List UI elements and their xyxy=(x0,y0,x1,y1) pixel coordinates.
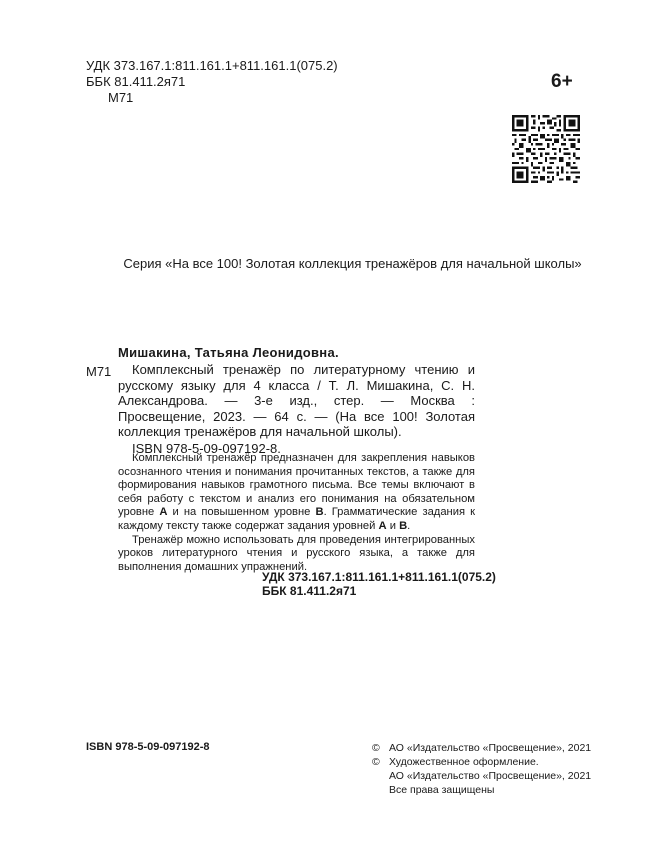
author-mark: М71 xyxy=(108,90,134,105)
copyright-text: АО «Издательство «Просвещение», 2021 xyxy=(389,770,592,782)
isbn-footer: ISBN 978-5-09-097192-8 xyxy=(86,741,210,753)
copyright-text: АО «Издательство «Просвещение», 2021 xyxy=(389,742,592,754)
level-a-label: А xyxy=(159,506,168,519)
bbk-code: ББК 81.411.2я71 xyxy=(86,74,186,89)
annotation-text: Комплексный тренажёр предназначен для закрепления навыков осознанного чтения и понимания прочитанных текстов, а также для формирования навыков грамотного письма. Все темы включают в себя работу с текстом и анализ его понимания на обязательном уровне xyxy=(118,452,475,519)
bibliographic-record: Комплексный тренажёр по литературному чтению и русскому языку для 4 класса / Т. Л. Мишакина, С. Н. Александрова. — 3-е изд., стер. — Москва : Просвещение, 2023. — 64 с. — (На все 100! Золотая коллекция тренажёров для начальной школы). xyxy=(118,362,475,439)
series-title: Серия «На все 100! Золотая коллекция тренажёров для начальной школы» xyxy=(123,256,582,271)
udk-code: УДК 373.167.1:811.161.1+811.161.1(075.2) xyxy=(262,570,496,584)
copyright-line xyxy=(372,769,591,783)
annotation-paragraph-1 xyxy=(118,452,475,534)
annotation-text: . Грамматические задания к каждому тексту также содержат задания уровней xyxy=(118,506,475,532)
age-rating: 6+ xyxy=(551,71,573,92)
copyright-icon: © xyxy=(372,756,380,768)
classification-codes-bottom xyxy=(262,570,496,598)
classification-codes-top xyxy=(86,58,338,106)
annotation-text: и xyxy=(386,519,400,532)
author-mark-bibliographic: М71 xyxy=(86,364,112,379)
copyright-icon: © xyxy=(372,742,380,754)
isbn-line: ISBN 978-5-09-097192-8. xyxy=(132,440,281,456)
annotation-paragraph-2: Тренажёр можно использовать для проведения интегрированных уроков литературного чтения и русского языка, а также для выполнения домашних упражнений. xyxy=(118,533,475,573)
qr-code-icon xyxy=(512,115,580,183)
copyright-line xyxy=(372,755,591,769)
level-a-label: А xyxy=(378,519,387,532)
copyright-line xyxy=(372,741,591,755)
copyright-block xyxy=(372,741,591,797)
annotation-text: и на повышенном уровне xyxy=(167,506,316,519)
bibliographic-description xyxy=(118,362,475,456)
level-b-label: В xyxy=(315,506,324,519)
rights-line xyxy=(372,783,591,797)
level-b-label: В xyxy=(399,519,408,532)
annotation xyxy=(118,452,475,574)
copyright-text: Художественное оформление. xyxy=(389,756,539,768)
author-name: Мишакина, Татьяна Леонидовна. xyxy=(118,345,339,360)
udk-code: УДК 373.167.1:811.161.1+811.161.1(075.2) xyxy=(86,58,338,73)
annotation-text: . xyxy=(407,519,411,532)
bbk-code: ББК 81.411.2я71 xyxy=(262,584,357,598)
rights-text: Все права защищены xyxy=(389,784,495,796)
